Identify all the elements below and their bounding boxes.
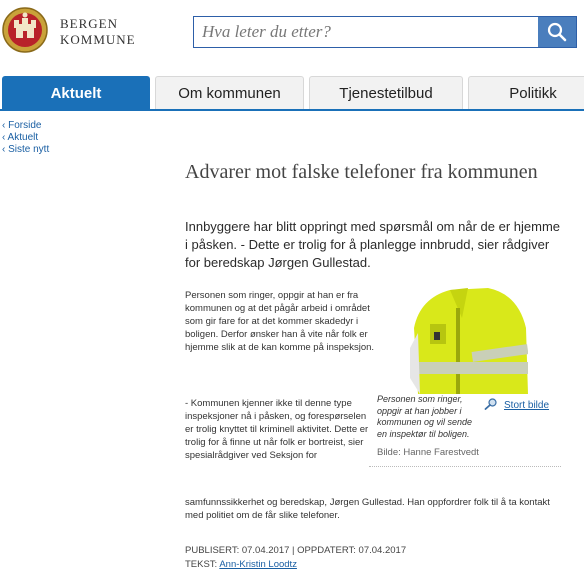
search-button[interactable] <box>538 17 576 47</box>
article-image[interactable] <box>410 288 528 394</box>
large-image-label: Stort bilde <box>504 400 550 411</box>
author-link[interactable]: Ann-Kristin Loodtz <box>219 559 297 570</box>
article-paragraph-3: samfunnssikkerhet og beredskap, Jørgen Gullestad. Han oppfordrer folk til å ta kontakt med politiet om de får slike telefoner. <box>185 497 550 521</box>
breadcrumb <box>2 120 49 156</box>
breadcrumb-aktuelt[interactable]: ‹ Aktuelt <box>2 132 39 143</box>
image-credit: Bilde: Hanne Farestvedt <box>377 447 479 458</box>
article-lead: Innbyggere har blitt oppringt med spørsmål om når de er hjemme i påsken. - Dette er trolig for å planlegge innbrudd, sier rådgiver for beredskap Jørgen Gullestad. <box>185 219 561 270</box>
author-label: TEKST: <box>185 559 220 570</box>
article-paragraph-1: Personen som ringer, oppgir at han er fra kommunen og at det pågår arbeid i området som gir fare for at det kommer skadedyr i boligen. Derfor ønsker han å vite når folk er hjemme slik at de kan komme på inspeksjon. <box>185 290 375 353</box>
author-line <box>185 558 406 572</box>
image-caption: Personen som ringer, oppgir at han jobber i kommunen og vil sende en inspektør til boligen. <box>377 394 473 439</box>
article-meta <box>185 544 406 572</box>
nav-underline <box>0 109 584 111</box>
search-input[interactable] <box>194 17 538 47</box>
site-logo-text[interactable] <box>60 16 136 48</box>
magnifier-icon <box>484 398 498 410</box>
caption-divider <box>369 466 561 467</box>
search-icon <box>538 17 576 47</box>
article-title: Advarer mot falske telefoner fra kommunen <box>185 161 538 183</box>
tab-tjenestetilbud[interactable]: Tjenestetilbud <box>309 76 463 110</box>
publish-dates: PUBLISERT: 07.04.2017 | OPPDATERT: 07.04.2017 <box>185 545 407 556</box>
breadcrumb-siste-nytt[interactable]: ‹ Siste nytt <box>2 144 50 155</box>
logo-line-1: BERGEN <box>60 16 118 31</box>
logo-line-2: KOMMUNE <box>60 32 136 47</box>
breadcrumb-forside[interactable]: ‹ Forside <box>2 120 42 131</box>
search-bar <box>193 16 577 48</box>
article-paragraph-2: - Kommunen kjenner ikke til denne type inspeksjoner nå i påsken, og forespørselen er trolig knyttet til kriminell aktivitet. Dette er trolig for å finne ut når folk er bortreist, sier spesialrådgiver ved Seksjon for <box>185 398 369 461</box>
large-image-link[interactable] <box>484 398 549 411</box>
tab-politikk[interactable]: Politikk <box>468 76 584 110</box>
tab-om-kommunen[interactable]: Om kommunen <box>155 76 304 110</box>
tab-aktuelt[interactable]: Aktuelt <box>2 76 150 110</box>
bergen-coat-of-arms-logo[interactable] <box>2 6 48 54</box>
